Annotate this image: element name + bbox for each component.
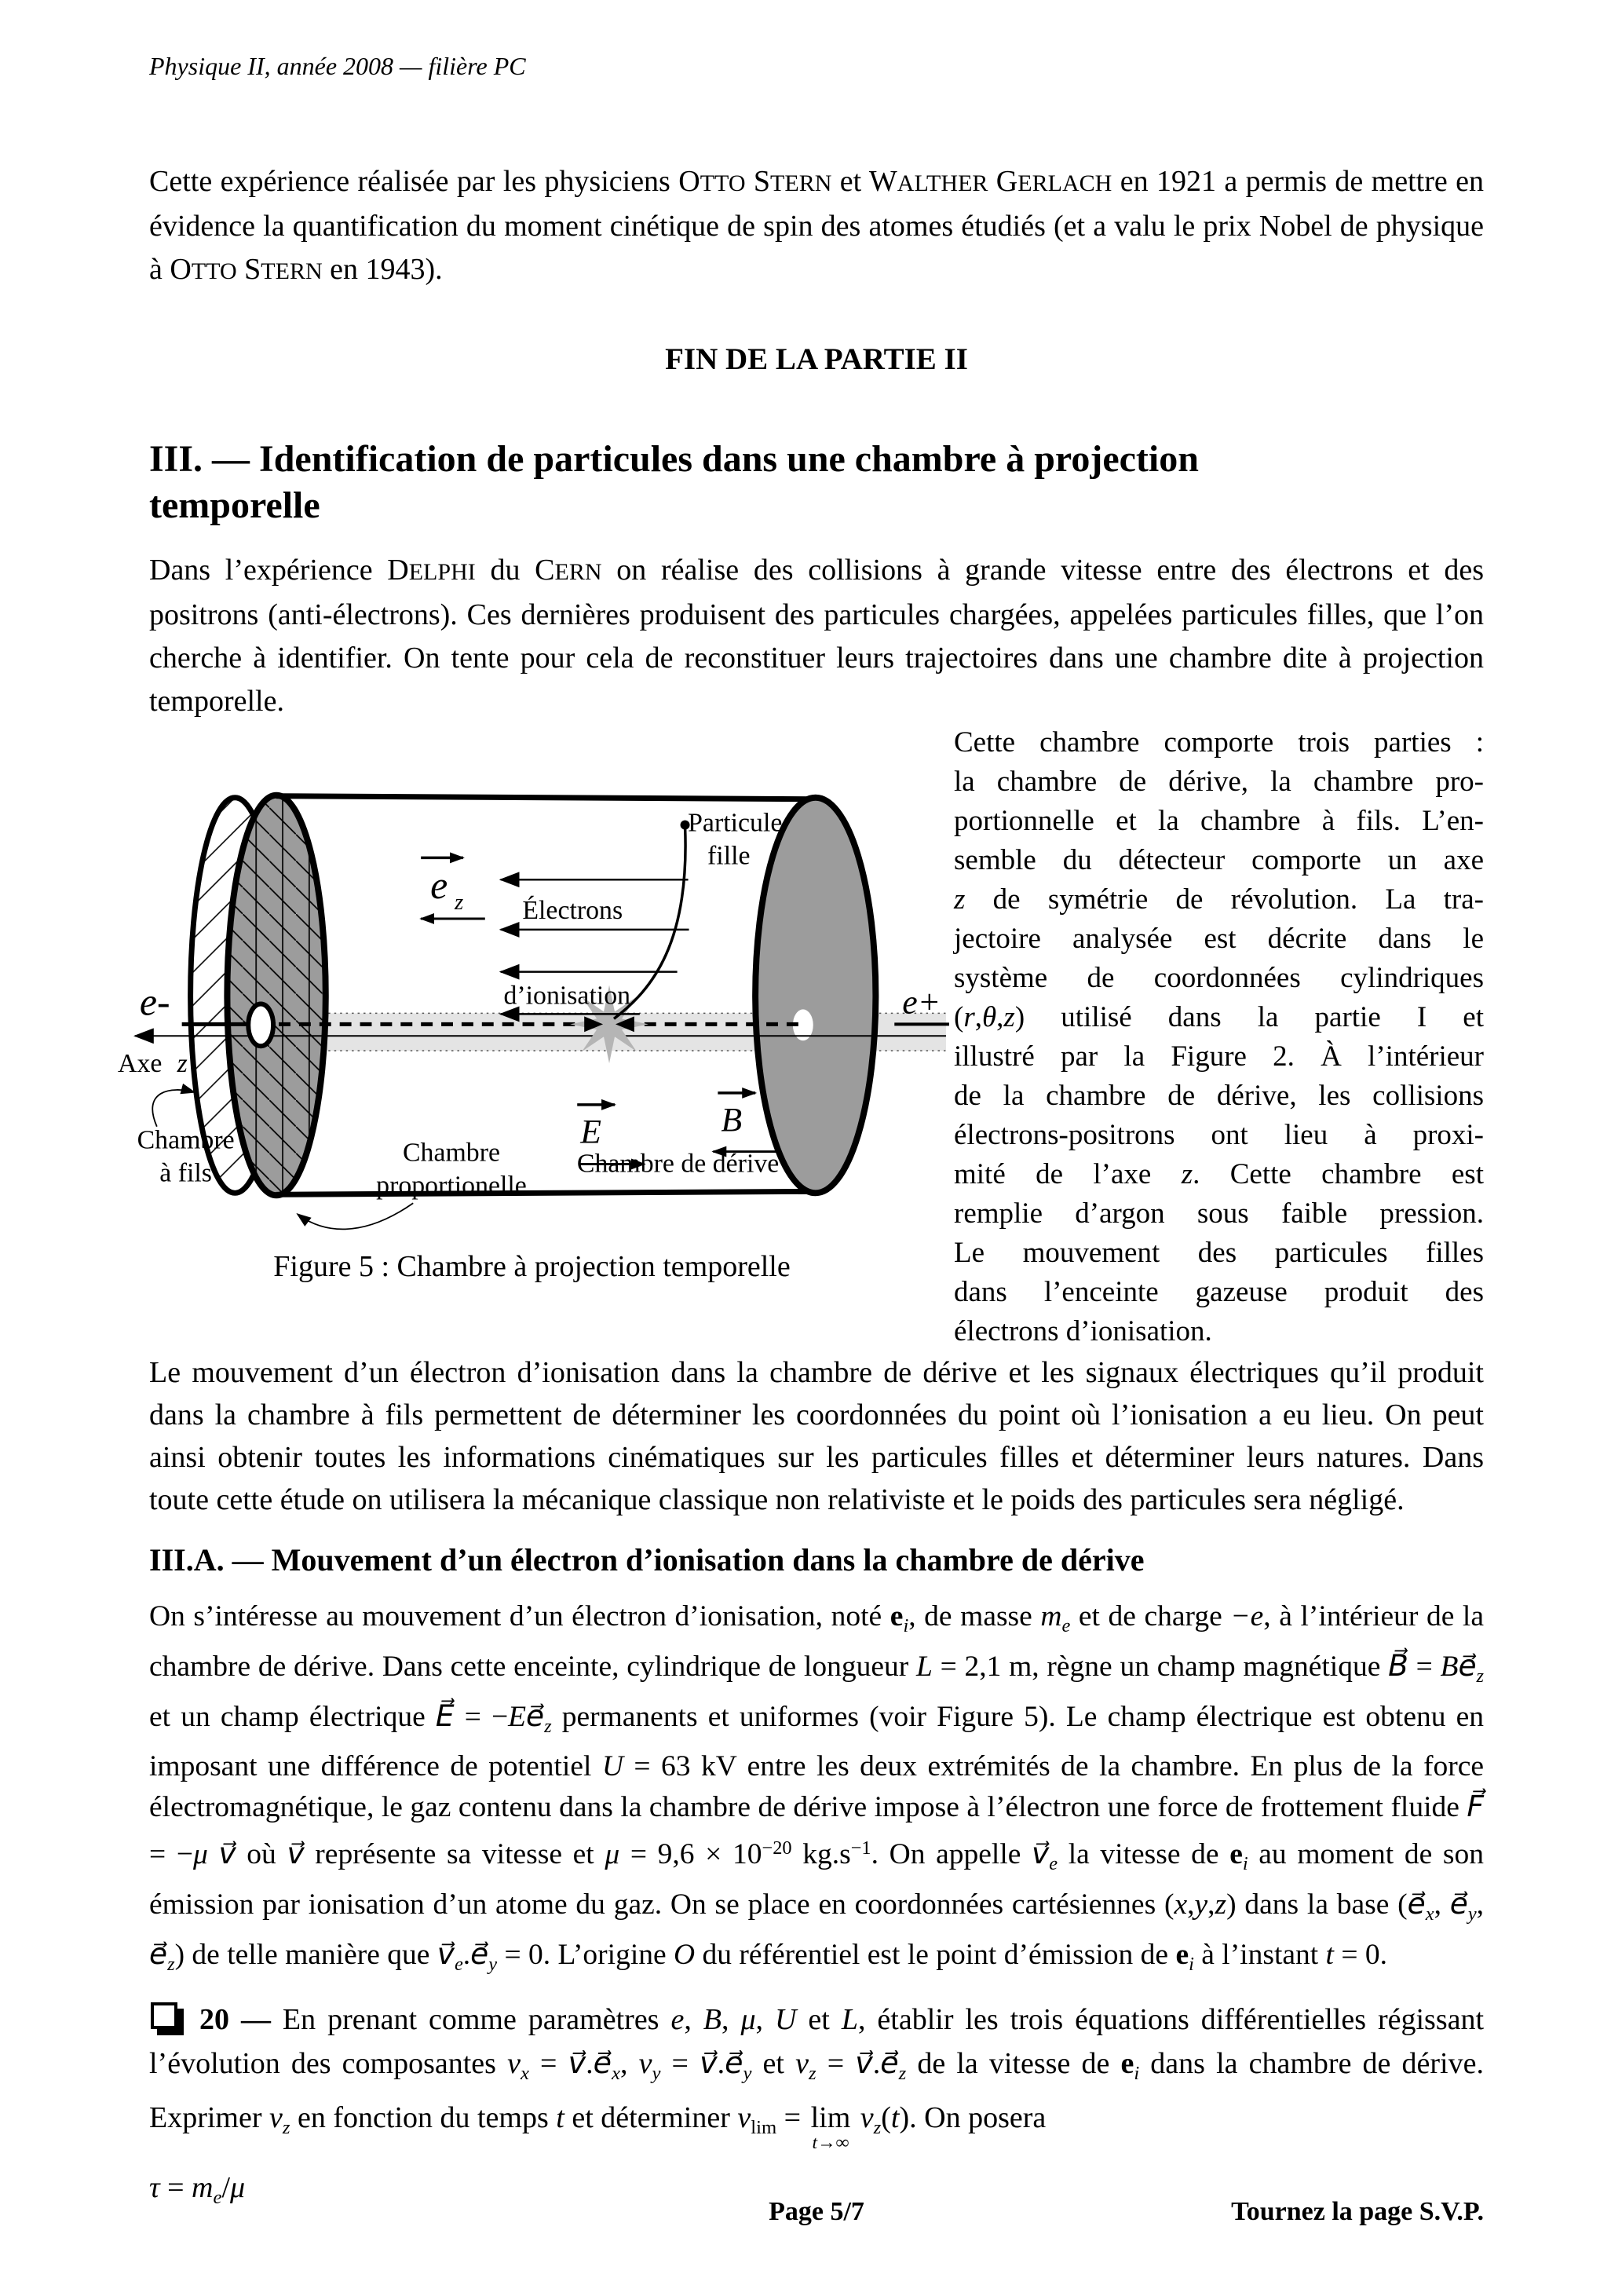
side-column-line: portionnelle et la chambre à fils. L’en- <box>954 805 1484 837</box>
particule-fille-label-line2: fille <box>707 841 751 871</box>
figure-5-diagram <box>110 755 954 1243</box>
e-field-label: E <box>580 1113 601 1151</box>
turn-page-note: Tournez la page S.V.P. <box>1231 2197 1484 2226</box>
chambre-fils-pointer-arrow <box>152 1090 194 1127</box>
side-column-line: système de coordonnées cylindriques <box>954 962 1484 994</box>
side-column-line: la chambre de dérive, la chambre pro- <box>954 766 1484 798</box>
chambre-derive-label: Chambre de dérive <box>576 1149 780 1179</box>
figure-5 <box>110 755 954 1351</box>
chambre-fils-label-line1: Chambre <box>137 1125 235 1155</box>
section-3a-paragraph: On s’intéresse au mouvement d’un électron d’ionisation, noté $e_i$, de masse $m_e$ et de charge −e, à l’intérieur de la chambre de dérive. Dans cette enceinte, cylindrique de longueur L = 2,1 m, règne un champ magnétique B⃗ = $Be⃗_z$ et un champ électrique E⃗ = $-Ee⃗_z$ permanents et uniformes (voir Figure 5). Le champ électrique est obtenu en imposant une différence de potentiel U = 63 kV entre les deux extrémités de la chambre. En plus de la force électromagnétique, le gaz contenu dans la chambre de dérive impose à l’électron une force de frottement fluide F⃗ = −μ v⃗ où v⃗ représente sa vitesse et $\mu = 9,6 \times 10^{-20}$ $kg.s^{-1}$. On appelle $v⃗_e$ la vitesse de $e_i$ au moment de son émission par ionisation d’un atome du gaz. On se place en coordonnées cartésiennes (x,y,z) dans la base ($e⃗_x$, $e⃗_y$, $e⃗_z$) de telle manière que $v⃗_e.e⃗_y = 0$. L’origine O du référentiel est le point d’émission de $e_i$ à l’instant t = 0. <box>149 1600 1485 1975</box>
section-3-title-line1: III. — Identification de particules dans une chambre à projection <box>149 438 1199 480</box>
ez-label: e <box>430 864 448 908</box>
section-3-intro-paragraph: Dans l’expérience DELPHI du CERN on réalise des collisions à grande vitesse entre des électrons et des positrons (anti-électrons). Ces dernières produisent des particules chargées, appelées particules filles, que l’on cherche à identifier. On tente pour cela de reconstituer leurs trajectoires dans une chambre dite à projection temporelle. <box>149 554 1484 718</box>
question-20-text: 20 — En prenant comme paramètres e, B, μ, U et L, établir les trois équations différentielles régissant l’évolution des composantes $v_x$ = $v⃗.e⃗_x$, $v_y$ = $v⃗.e⃗_y$ et $v_z$ = $v⃗.e⃗_z$ de la vitesse de $e_i$ dans la chambre de dérive. Exprimer $v_z$ en fonction du temps t et déterminer $v_{lim}$ = lim t→∞ $v_z(t)$. On posera <box>149 2002 1485 2153</box>
electron-label: e- <box>139 980 170 1024</box>
side-column-line: remplie d’argon sous faible pression. <box>954 1197 1484 1230</box>
cylinder-top-edge <box>276 796 817 799</box>
side-column-line: semble du détecteur comporte un axe <box>954 844 1484 876</box>
chambre-fils-label-line2: à fils <box>159 1158 212 1188</box>
proportional-disk-hole <box>248 1004 273 1046</box>
section-3a-title: III.A. — Mouvement d’un électron d’ionisation dans la chambre de dérive <box>149 1542 1145 1578</box>
side-column-line: mité de l’axe z. Cette chambre est <box>954 1158 1484 1190</box>
proportional-chamber-disk <box>227 795 325 1196</box>
figure-caption: Figure 5 : Chambre à projection temporelle <box>273 1250 791 1283</box>
section-3-title <box>149 436 1484 528</box>
question-square-icon <box>151 2002 177 2029</box>
side-column-line: z de symétrie de révolution. La tra- <box>954 883 1484 916</box>
particule-fille-label-line1: Particule <box>688 808 783 838</box>
cylinder-bottom-edge <box>276 1191 817 1194</box>
axis-z-label: z <box>177 1049 188 1079</box>
side-column-line: électrons-positrons ont lieu à proxi- <box>954 1119 1484 1151</box>
side-column-line: Cette chambre comporte trois parties : <box>954 726 1484 759</box>
side-column-line: Le mouvement des particules filles <box>954 1237 1484 1269</box>
chambre-prop-label-line2: proportionelle <box>376 1171 527 1201</box>
end-cap-disk <box>755 798 875 1194</box>
ez-vector-symbol <box>421 857 485 919</box>
side-column-line: de la chambre de dérive, les collisions <box>954 1080 1484 1112</box>
question-20-formula: $\tau = m_e/\mu$ <box>149 2170 246 2208</box>
chambre-prop-label-line1: Chambre <box>402 1138 500 1168</box>
intro-paragraph: Cette expérience réalisée par les physiciens OTTO STERN et WALTHER GERLACH en 1921 a permis de mettre en évidence la quantification du moment cinétique de spin des atomes étudiés (et a valu le prix Nobel de physique à OTTO STERN en 1943). <box>149 165 1484 286</box>
figure-and-side-text-row <box>118 723 1484 1351</box>
b-field-label: B <box>721 1101 743 1139</box>
ionisation-label: d’ionisation <box>503 981 631 1011</box>
page-footer <box>149 2197 1484 2236</box>
side-paragraph <box>954 723 1484 1351</box>
after-figure-paragraph: Le mouvement d’un électron d’ionisation dans la chambre de dérive et les signaux électriques qu’il produit dans la chambre à fils permettent de déterminer les coordonnées du point où l’ionisation a eu lieu. On peut ainsi obtenir toutes les informations cinématiques sur les particules filles et déterminer leurs natures. Dans toute cette étude on utilisera la mécanique classique non relativiste et le poids des particules sera négligé. <box>149 1356 1484 1516</box>
page-number: Page 5/7 <box>769 2197 864 2226</box>
axis-label: Axe <box>118 1049 163 1079</box>
part-end-heading: FIN DE LA PARTIE II <box>665 342 968 376</box>
electrons-label: Électrons <box>522 895 623 925</box>
side-column-line: illustré par la Figure 2. À l’intérieur <box>954 1040 1484 1073</box>
chambre-prop-pointer-arrow <box>298 1203 413 1229</box>
ez-subscript: z <box>454 890 464 916</box>
section-3-title-line2: temporelle <box>149 484 320 526</box>
side-column-line: (r,θ,z) utilisé dans la partie I et <box>954 1001 1484 1033</box>
positron-label: e+ <box>902 983 941 1022</box>
side-column-line: dans l’enceinte gazeuse produit des <box>954 1276 1484 1308</box>
side-column-line: électrons d’ionisation. <box>954 1315 1212 1347</box>
question-20 <box>149 1998 1484 2152</box>
side-column-line: jectoire analysée est décrite dans le <box>954 923 1484 955</box>
page-header: Physique II, année 2008 — filière PC <box>149 52 526 80</box>
